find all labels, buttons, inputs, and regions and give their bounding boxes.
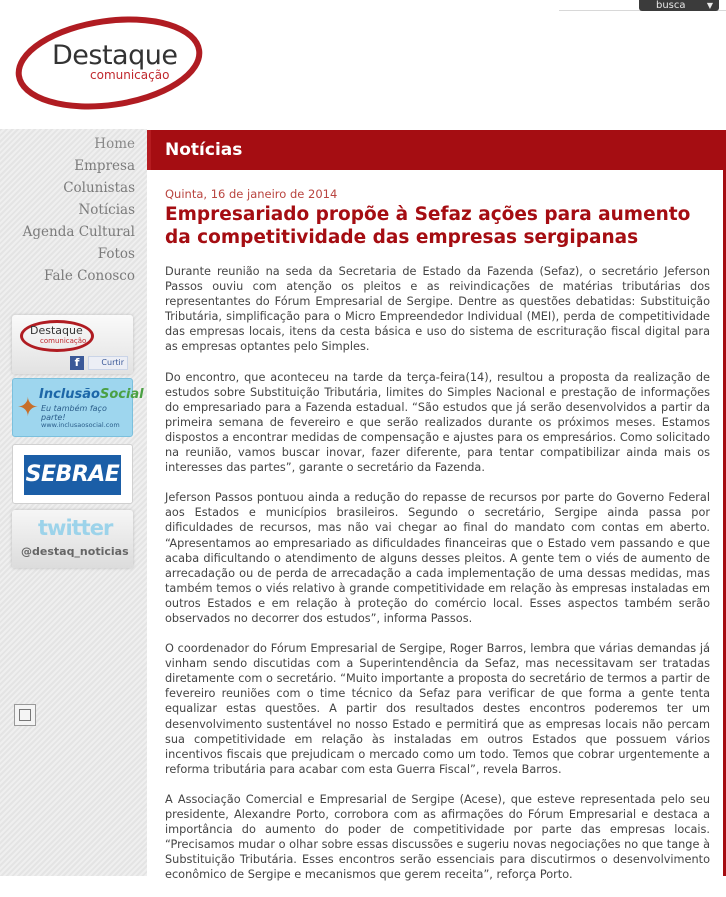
sebrae-text: SEBRAE <box>25 462 120 487</box>
article-title[interactable]: Empresariado propõe à Sefaz ações para aumento da competitividade das empresas sergipanas <box>165 204 691 248</box>
sebrae-banner[interactable] <box>12 444 133 504</box>
destaque-banner-title: Destaque <box>30 324 83 337</box>
vitruvian-figure-icon: ✦ <box>17 393 39 423</box>
article-paragraph: Jeferson Passos pontuou ainda a redução do repasse de recursos por parte do Governo Federal aos Estados e municípios brasileiros. Segundo o secretário, Sergipe ainda passa por dificuldades de recursos, mas não vai chegar ao final do mandato com contas em aberto. “Apresentamos ao empresariado as dificuldades financeiras que o Estado vem passando e que acaba dificultando o atendimento de alguns desses pleitos. A gente tem o viés de aumento de arrecadação ou de perda de arrecadação a cada implementação de uma dessas medidas, mas também temos o viés relativo à grande competitividade em relação às empresas instaladas em outros Estados e em relação à proteção do comércio local. Esses aspectos também serão observados no decorrer dos estudos”, informa Passos. <box>165 491 710 625</box>
section-title: Notícias <box>165 140 243 160</box>
article-paragraph: Durante reunião na seda da Secretaria de Estado da Fazenda (Sefaz), o secretário Jeferson Passos ouviu com atenção os pleitos e as reivindicações de matérias tributárias dos representantes do Fórum Empresarial de Sergipe. Dentre as questões debatidas: Substituição Tributária, simplificação para o Micro Empreendedor Individual (MEI), perda de competitividade das empresas locais, itens da cesta básica e uso do sistema de escrituração fiscal digital para as empresas optantes pelo Simples. <box>165 265 710 354</box>
nav-item-noticias[interactable]: Notícias <box>78 202 135 218</box>
like-button[interactable]: Curtir <box>88 356 128 370</box>
article-paragraph: O coordenador do Fórum Empresarial de Sergipe, Roger Barros, lembra que várias demandas já vinham sendo discutidas com a Superintendência da Sefaz, mas necessitavam ser tratadas diretamente com o secretário. “Muito importante a proposta do secretário de termos a partir de fevereiro reuniões com o time técnico da Sefaz para verificar de que forma a gente tenta equalizar estas questões. A partir dos resultados destes encontros poderemos ter um desenvolvimento sustentável no nosso Estado e permitirá que as empresas locais não percam sua competitividade em relação às instaladas em outros Estados que possuem vários incentivos fiscais que prejudicam o mercado como um todo. Temos que cobrar urgentemente a reforma tributária para acabar com esta Guerra Fiscal”, revela Barros. <box>165 642 710 776</box>
facebook-icon: f <box>70 356 84 370</box>
article-date: Quinta, 16 de janeiro de 2014 <box>165 187 338 201</box>
twitter-logo-icon: twitter <box>38 516 113 540</box>
article-paragraph: Do encontro, que aconteceu na tarde da terça-feira(14), resultou a proposta da realização de estudos sobre Substituição Tributária, limites do Simples Nacional e prestação de informações do empresariado para a Fazenda estadual. “São estudos que já serão desenvolvidos a partir da primeira semana de fevereiro e que serão realizados durante os próximos meses. Estamos dispostos a encontrar medidas de compensação e ajustes para os empresários. Como solicitado na reunião, vamos buscar inovar, fazer diferente, para tentar compatibilizar ainda mais os interesses das partes”, garante o secretário da Fazenda. <box>165 370 710 475</box>
destaque-banner-subtitle: comunicação <box>40 337 87 345</box>
twitter-handle: @destaq_noticias <box>21 545 129 558</box>
search-toggle[interactable] <box>639 0 719 11</box>
logo-wordmark: Destaque <box>52 40 178 71</box>
site-logo[interactable] <box>14 13 210 115</box>
nav-item-fotos[interactable]: Fotos <box>97 246 135 262</box>
broken-image-icon <box>14 704 36 726</box>
inclusao-banner-slogan: Eu também faço parte! <box>41 404 107 422</box>
inclusao-social-banner[interactable] <box>12 378 144 437</box>
nav-item-colunistas[interactable]: Colunistas <box>63 180 135 196</box>
main-nav <box>23 133 135 287</box>
logo-subtitle: comunicação <box>90 68 170 82</box>
nav-item-empresa[interactable]: Empresa <box>74 158 135 174</box>
search-label: busca <box>656 0 686 11</box>
chevron-down-icon: ▼ <box>706 1 713 10</box>
left-sidebar <box>0 129 147 876</box>
inclusao-banner-url: www.inclusaosocial.com <box>41 421 120 429</box>
twitter-banner[interactable] <box>12 510 133 568</box>
sebrae-logo <box>24 455 121 495</box>
article-body <box>165 264 710 897</box>
nav-item-fale-conosco[interactable]: Fale Conosco <box>44 268 135 284</box>
article-paragraph: A Associação Comercial e Empresarial de Sergipe (Acese), que esteve representada pelo seu presidente, Alexandre Porto, corrobora com as afirmações do Fórum Empresarial e destaca a importância do aumento do poder de competitividade por parte das empresas locais. “Precisamos mudar o olhar sobre essas discussões e sugeriu novas negociações no que tange à Substituição Tributária. Esses encontros serão essenciais para discutirmos o desenvolvimento econômico de Sergipe e mecanismos que gerem receita”, reforça Porto. <box>165 792 710 882</box>
nav-item-home[interactable]: Home <box>94 136 135 152</box>
nav-item-agenda-cultural[interactable]: Agenda Cultural <box>22 224 135 240</box>
section-header <box>147 130 726 170</box>
inclusao-banner-title: InclusãoSocial <box>39 387 144 402</box>
destaque-facebook-banner[interactable] <box>12 315 133 374</box>
